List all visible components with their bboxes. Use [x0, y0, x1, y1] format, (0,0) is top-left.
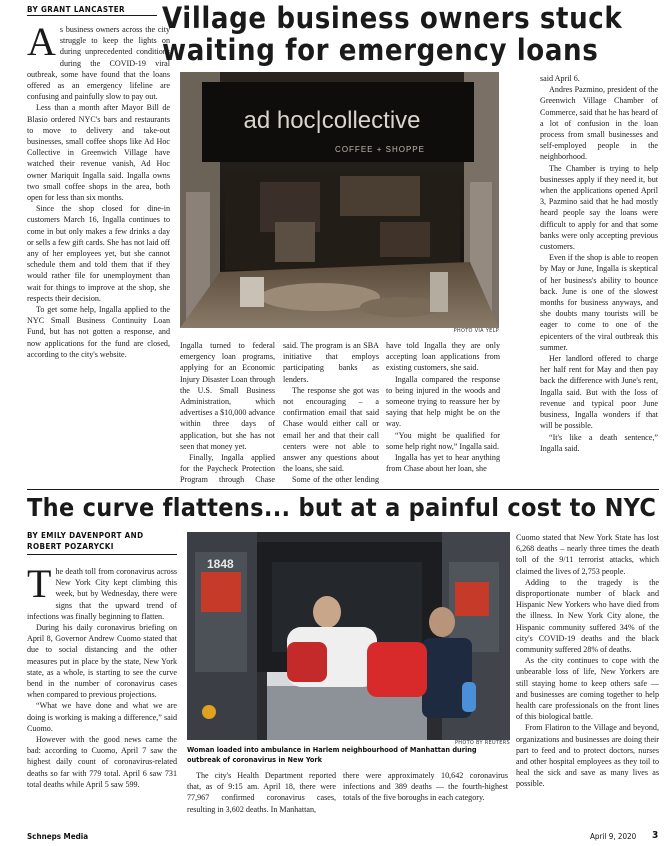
story1-col4-paragraph: Ingalla has yet to hear anything from Chase about her loan, she: [386, 453, 500, 474]
story1-col3-paragraph: said. The program is an SBA initiative that employs participating banks as lenders.: [283, 341, 379, 384]
story1-photo: [180, 72, 499, 328]
story1-column-1: [27, 24, 170, 486]
story1-col5-paragraph: The Chamber is trying to help businesses apply if they need it, but when the applications opened April 3, Pazmino said that he had mostly heard people say the loans were difficult to apply for and that some banks were only accepting previous customers.: [540, 163, 658, 252]
story1-col1-paragraph: Less than a month after Mayor Bill de Blasio ordered NYC's bars and restaurants to move to delivery and take-out businesses, small coffee shops like Ad Hoc Collective in Greenwich Village have watched their revenue vanish, Ad Hoc owner Mariquit Ingalla said. Ingalla owns two small coffee shops in the area, both open for less than six months.: [27, 103, 170, 203]
story2-byline-line: BY EMILY DAVENPORT AND: [27, 531, 144, 540]
story2-col1-paragraph: During his daily coronavirus briefing on April 8, Governor Andrew Cuomo stated that due to social distancing and the other measures put in place by the state, New York state, as a whole, is starting to see the curve bend in the number of coronavirus cases when compared to previous projections.: [27, 623, 177, 700]
story2-column-2: [187, 770, 336, 820]
story1-column-5: [540, 73, 658, 486]
story1-col4-paragraph: “You might be qualified for some help right now,” Ingalla said.: [386, 430, 500, 451]
story1-col5-paragraph: “It's like a death sentence,” Ingalla said.: [540, 432, 658, 453]
byline-rule: [27, 15, 157, 16]
story1-headline: Village business owners stuck waiting for emergency loans: [162, 1, 623, 67]
story1-col5-paragraph: Her landlord offered to charge her half rent for May and then pay back the difference with June's rent, Ingalla said. But with the loss of revenue and typical poor June business, Ingalla wonders if that will be possible.: [540, 354, 658, 431]
story1-col4-paragraph: Ingalla compared the response to being injured in the woods and someone trying to reassure her by saying that help might be on the way.: [386, 374, 500, 429]
story1-column-2: [180, 340, 275, 486]
photo-sign-text: ad hoc|collective: [243, 107, 421, 134]
story2-col2-paragraph: The city's Health Department reported that, as of 9:15 am. April 18, there were 77,967 confirmed coronavirus cases, resulting in 3,602 deaths. In Manhattan,: [187, 771, 336, 814]
ambulance-number: 1848: [207, 557, 234, 571]
story2-col4-paragraph: Adding to the tragedy is the disproportionate number of black and Hispanic New Yorkers who have died from the illness. In New York City alone, the Hispanic community suffered 34% of the city's COVID-19 deaths and the black community suffered 28% of deaths.: [516, 577, 659, 655]
story2-col3-paragraph: there were approximately 10,642 coronavirus infections and 389 deaths — the fourth-highest totals of the five boroughs in each category.: [343, 771, 508, 803]
story1-col3-paragraph: The response she got was not encouraging – a confirmation email that said Chase would either call or email her and that their call centers were not able to answer any questions about the loans, she said.: [283, 385, 379, 474]
footer-date: April 9, 2020: [590, 832, 637, 841]
story1-col3-paragraph: Some of the other lending: [292, 475, 379, 485]
story2-col4-paragraph: Cuomo stated that New York State has lost 6,268 deaths – nearly three times the death toll of the 9/11 terrorist attacks, which claimed the lives of 2,753 people.: [516, 533, 659, 576]
story1-col4-paragraph: have told Ingalla they are only accepting loan applications from existing customers, she said.: [386, 341, 500, 373]
byline-rule: [27, 554, 177, 555]
story1-byline: BY GRANT LANCASTER: [27, 5, 126, 14]
story1-col2-paragraph: Ingalla turned to federal emergency loan programs, applying for an Economic Injury Disaster Loan through the U.S. Small Business Administration, which advertises a $10,000 advance within three days of application, but she has not seen that money yet.: [180, 341, 275, 451]
story2-column-1: [27, 566, 177, 820]
story1-col2-paragraph: Finally, Ingalla applied for the Paycheck Protection Program through Chase: [180, 453, 275, 485]
story2-dropcap: T: [27, 566, 52, 606]
story2-col1-paragraph: he death toll from coronavirus across New York City kept climbing this week, but by Wednesday, there were signs that the upward trend of infections was finally beginning to flatten.: [27, 567, 177, 621]
story1-dropcap: A: [27, 24, 56, 64]
coffee-shop-photo: [180, 72, 499, 328]
story2-caption: Woman loaded into ambulance in Harlem neighbourhood of Manhattan during outbreak of coronavirus in New York: [187, 745, 477, 764]
story2-col4-paragraph: As the city continues to cope with the unbearable loss of life, New Yorkers are still staying home to keep others safe — and businesses are coming together to help health care professionals on the front lines of this biological battle.: [516, 656, 659, 722]
footer-publisher: Schneps Media: [27, 832, 89, 841]
story2-col1-paragraph: However with the good news came the bad: according to Cuomo, April 7 saw the highest daily count of coronavirus-related deaths so far with 779 total. April 6 saw 731 total deaths while April 5 saw 599.: [27, 735, 177, 789]
story1-col5-paragraph: Even if the shop is able to reopen by May or June, Ingalla is skeptical of her business's ability to bounce back. June is one of the slowest months for business anyways, and she doubts many tourists will be eager to come to one of the epicenters of the viral outbreak this summer.: [540, 253, 658, 352]
story1-col5-paragraph: said April 6.: [540, 74, 580, 83]
ambulance-photo: [187, 532, 510, 740]
story2-byline-line: ROBERT POZARYCKI: [27, 542, 114, 551]
story1-column-3: [283, 340, 379, 486]
story2-col4-paragraph: From Flatiron to the Village and beyond, organizations and businesses are doing their part to feed and to protect doctors, nurses and other hospital employees as they toil to heal the sick and save as many lives as possible.: [516, 723, 659, 789]
story1-column-4: [386, 340, 500, 486]
story1-col1-paragraph: Since the shop closed for dine-in customers March 16, Ingalla continues to come in but only makes a few drinks a day or sells a few gift cards. She has not laid off any of her employees yet, but she cannot schedule them and told them that if they would rather file for unemployment than wait for things to improve at the shop, she respects their decision.: [27, 204, 170, 303]
story2-photo-credit: PHOTO BY REUTERS: [454, 740, 510, 746]
story1-col1-paragraph: s business owners across the city struggle to keep the lights on during unprecedented conditions during the COVID-19 viral outbreak, some have found that the loans offered as an emergency lifeline are confusing and painfully slow to pay out.: [27, 25, 170, 102]
story1-col1-paragraph: To get some help, Ingalla applied to the NYC Small Business Continuity Loan Fund, but has not gotten a response, and now applications for the fund are closed, according to the city's website.: [27, 305, 170, 359]
story2-column-4: [516, 532, 659, 820]
footer-page-number: 3: [652, 830, 659, 841]
story2-col1-paragraph: “What we have done and what we are doing is working is making a difference,” said Cuomo.: [27, 701, 177, 733]
story2-headline: The curve flattens... but at a painful cost to NYC: [27, 493, 657, 522]
story1-col5-paragraph: Andres Pazmino, president of the Greenwich Village Chamber of Commerce, said that he has heard of a lot of confusion in the loan process from small businesses and self-employed people in the neighborhood.: [540, 85, 658, 162]
story-separator: [27, 489, 659, 490]
story1-photo-credit: PHOTO VIA YELP: [453, 328, 499, 334]
story2-byline: [27, 530, 177, 552]
story2-photo: [187, 532, 510, 740]
story2-column-3: [343, 770, 508, 820]
photo-sign-subtext: COFFEE + SHOPPE: [335, 145, 425, 154]
